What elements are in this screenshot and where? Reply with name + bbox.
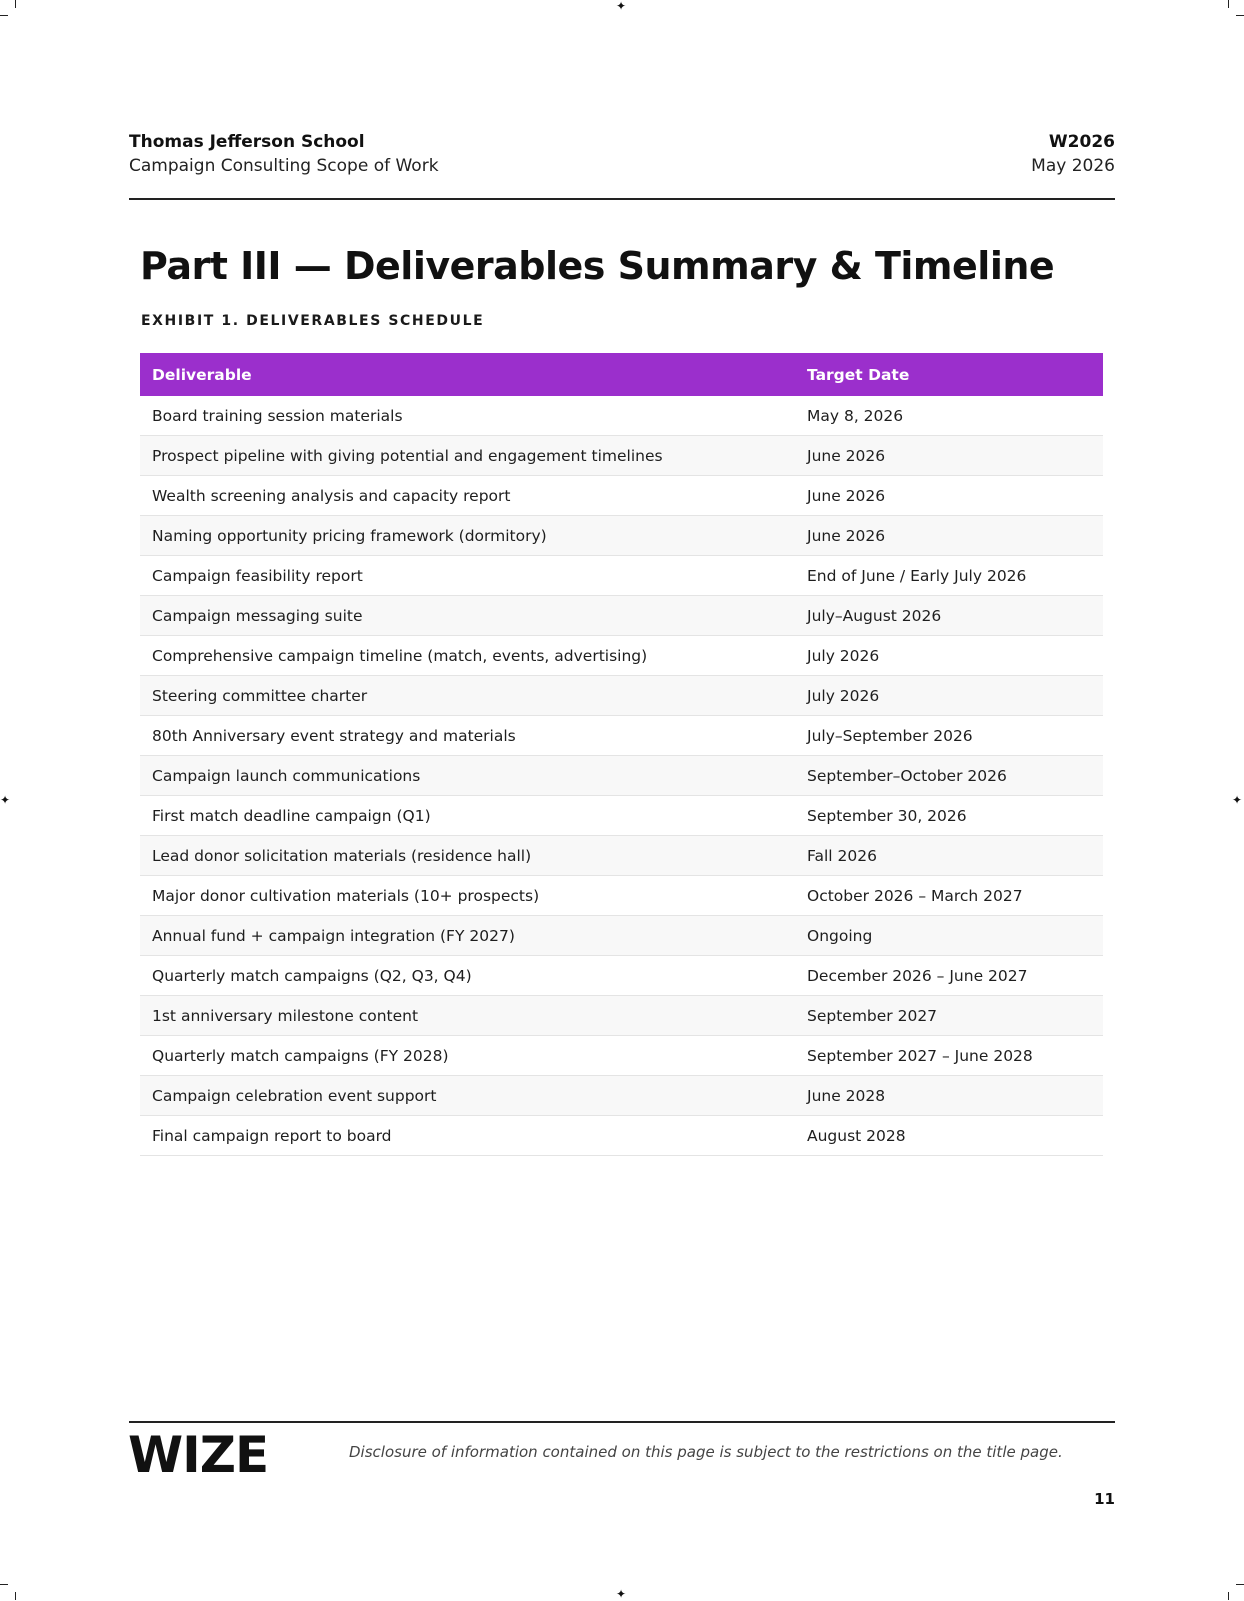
target-date-cell: October 2026 – March 2027 <box>795 876 1103 916</box>
table-row <box>140 396 1103 436</box>
deliverable-cell: Prospect pipeline with giving potential and engagement timelines <box>140 436 795 476</box>
deliverable-cell: Quarterly match campaigns (Q2, Q3, Q4) <box>140 956 795 996</box>
crop-mark-top-left-h <box>0 15 8 16</box>
header-code: W2026 <box>1048 132 1115 152</box>
table-row <box>140 476 1103 516</box>
target-date-cell: September–October 2026 <box>795 756 1103 796</box>
table-row <box>140 796 1103 836</box>
footer-divider <box>129 1421 1115 1423</box>
target-date-cell: Ongoing <box>795 916 1103 956</box>
table-row <box>140 636 1103 676</box>
table-row <box>140 1036 1103 1076</box>
target-date-cell: July 2026 <box>795 636 1103 676</box>
header-right <box>1031 131 1115 179</box>
header-doc-title: Campaign Consulting Scope of Work <box>129 156 439 176</box>
table-row <box>140 436 1103 476</box>
target-date-cell: June 2026 <box>795 516 1103 556</box>
crop-mark-bottom-right-v <box>1228 1592 1229 1600</box>
target-date-cell: July–August 2026 <box>795 596 1103 636</box>
table-row <box>140 556 1103 596</box>
crop-mark-bottom-right-h <box>1236 1584 1244 1585</box>
target-date-cell: June 2026 <box>795 436 1103 476</box>
crop-mark-top-right-v <box>1228 0 1229 8</box>
table-header-row <box>140 353 1103 396</box>
deliverable-cell: Naming opportunity pricing framework (dormitory) <box>140 516 795 556</box>
disclosure-note: Disclosure of information contained on this page is subject to the restrictions on the title page. <box>349 1443 1063 1461</box>
target-date-cell: September 2027 – June 2028 <box>795 1036 1103 1076</box>
deliverable-cell: Campaign feasibility report <box>140 556 795 596</box>
deliverables-table <box>140 353 1103 1156</box>
table-row <box>140 716 1103 756</box>
table-row <box>140 1116 1103 1156</box>
table-row <box>140 596 1103 636</box>
deliverable-cell: Major donor cultivation materials (10+ prospects) <box>140 876 795 916</box>
table-row <box>140 756 1103 796</box>
table-row <box>140 516 1103 556</box>
crop-mark-top-left-v <box>15 0 16 8</box>
deliverable-cell: Annual fund + campaign integration (FY 2027) <box>140 916 795 956</box>
deliverable-cell: Comprehensive campaign timeline (match, events, advertising) <box>140 636 795 676</box>
page-number: 11 <box>1094 1490 1115 1508</box>
header-left <box>129 131 439 179</box>
header-divider <box>129 198 1115 200</box>
deliverable-cell: 1st anniversary milestone content <box>140 996 795 1036</box>
target-date-cell: Fall 2026 <box>795 836 1103 876</box>
header-date: May 2026 <box>1031 156 1115 176</box>
deliverable-cell: Campaign launch communications <box>140 756 795 796</box>
registration-mark-left: ✦ <box>0 793 11 807</box>
header-org: Thomas Jefferson School <box>129 132 365 152</box>
table-row <box>140 836 1103 876</box>
target-date-cell: September 30, 2026 <box>795 796 1103 836</box>
table-row <box>140 1076 1103 1116</box>
table-row <box>140 676 1103 716</box>
registration-mark-top: ✦ <box>616 0 627 13</box>
table-row <box>140 916 1103 956</box>
crop-mark-bottom-left-h <box>0 1584 8 1585</box>
target-date-cell: May 8, 2026 <box>795 396 1103 436</box>
deliverable-cell: First match deadline campaign (Q1) <box>140 796 795 836</box>
registration-mark-bottom: ✦ <box>616 1587 627 1601</box>
target-date-cell: August 2028 <box>795 1116 1103 1156</box>
table-row <box>140 876 1103 916</box>
deliverable-cell: Quarterly match campaigns (FY 2028) <box>140 1036 795 1076</box>
deliverable-cell: Campaign messaging suite <box>140 596 795 636</box>
target-date-cell: June 2026 <box>795 476 1103 516</box>
table-body <box>140 396 1103 1156</box>
deliverable-cell: Campaign celebration event support <box>140 1076 795 1116</box>
section-title: Part III — Deliverables Summary & Timeline <box>140 244 1055 288</box>
deliverable-cell: 80th Anniversary event strategy and materials <box>140 716 795 756</box>
deliverable-cell: Board training session materials <box>140 396 795 436</box>
target-date-cell: December 2026 – June 2027 <box>795 956 1103 996</box>
column-header-target-date: Target Date <box>795 353 1103 396</box>
target-date-cell: June 2028 <box>795 1076 1103 1116</box>
deliverable-cell: Final campaign report to board <box>140 1116 795 1156</box>
deliverable-cell: Lead donor solicitation materials (residence hall) <box>140 836 795 876</box>
registration-mark-right: ✦ <box>1232 793 1243 807</box>
table-row <box>140 996 1103 1036</box>
crop-mark-bottom-left-v <box>15 1592 16 1600</box>
crop-mark-top-right-h <box>1236 15 1244 16</box>
deliverable-cell: Steering committee charter <box>140 676 795 716</box>
target-date-cell: July–September 2026 <box>795 716 1103 756</box>
target-date-cell: July 2026 <box>795 676 1103 716</box>
column-header-deliverable: Deliverable <box>140 353 795 396</box>
target-date-cell: End of June / Early July 2026 <box>795 556 1103 596</box>
deliverable-cell: Wealth screening analysis and capacity report <box>140 476 795 516</box>
table-row <box>140 956 1103 996</box>
wize-logo: WIZE <box>128 1426 269 1484</box>
target-date-cell: September 2027 <box>795 996 1103 1036</box>
exhibit-label: EXHIBIT 1. DELIVERABLES SCHEDULE <box>141 313 485 329</box>
